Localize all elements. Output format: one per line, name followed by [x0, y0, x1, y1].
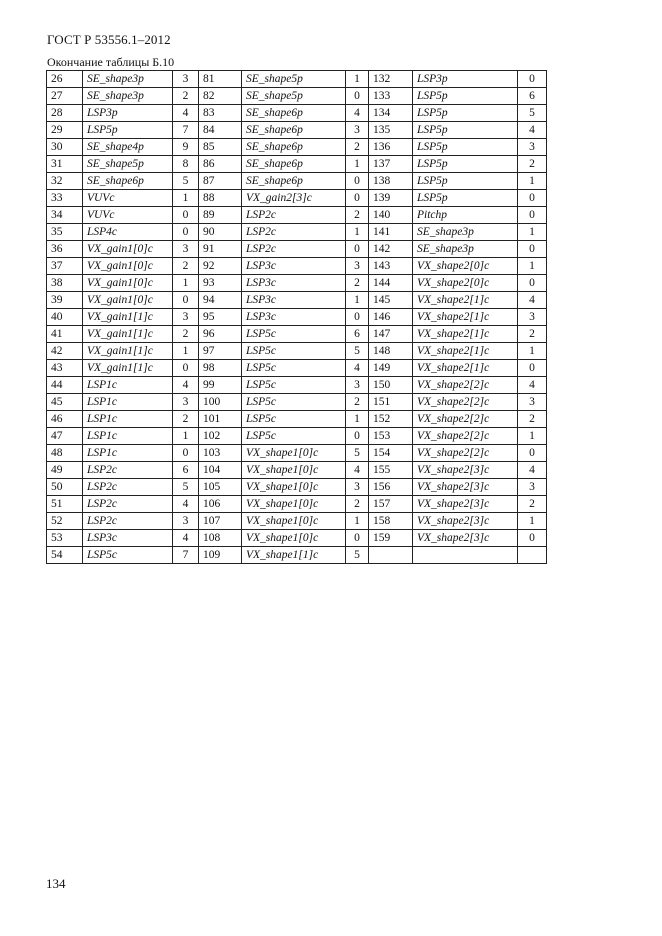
- bit-cell: 0: [346, 88, 369, 105]
- signal-cell: LSP2c: [242, 207, 346, 224]
- index-cell: 45: [47, 394, 83, 411]
- table-row: [47, 207, 547, 224]
- document-header: ГОСТ Р 53556.1–2012: [47, 32, 171, 47]
- bit-cell: 1: [346, 292, 369, 309]
- signal-cell: LSP5c: [242, 360, 346, 377]
- signal-cell: LSP5c: [242, 394, 346, 411]
- signal-cell: VX_shape1[0]c: [242, 479, 346, 496]
- table-row: [47, 139, 547, 156]
- index-cell: 39: [47, 292, 83, 309]
- table-row: [47, 241, 547, 258]
- table-row: [47, 462, 547, 479]
- signal-cell: VX_shape2[2]c: [413, 428, 518, 445]
- index-cell: 43: [47, 360, 83, 377]
- bit-cell: 0: [346, 428, 369, 445]
- bit-cell: 2: [346, 394, 369, 411]
- signal-cell: SE_shape6p: [242, 173, 346, 190]
- signal-cell: VX_shape1[0]c: [242, 530, 346, 547]
- signal-cell: SE_shape6p: [242, 122, 346, 139]
- index-cell: 134: [369, 105, 413, 122]
- index-cell: 145: [369, 292, 413, 309]
- index-cell: 42: [47, 343, 83, 360]
- signal-cell: LSP2c: [83, 513, 173, 530]
- index-cell: 33: [47, 190, 83, 207]
- index-cell: 135: [369, 122, 413, 139]
- bit-cell: 3: [173, 241, 199, 258]
- index-cell: 37: [47, 258, 83, 275]
- signal-cell: LSP2c: [83, 462, 173, 479]
- bit-cell: 0: [173, 224, 199, 241]
- bit-cell: 3: [346, 377, 369, 394]
- bit-cell: 1: [518, 343, 547, 360]
- index-cell: 49: [47, 462, 83, 479]
- bit-cell: 4: [173, 377, 199, 394]
- index-cell: 103: [199, 445, 242, 462]
- index-cell: 95: [199, 309, 242, 326]
- bit-cell: 6: [518, 88, 547, 105]
- index-cell: 86: [199, 156, 242, 173]
- table-row: [47, 292, 547, 309]
- bit-cell: 2: [518, 156, 547, 173]
- signal-cell: VX_gain1[0]c: [83, 275, 173, 292]
- bit-cell: 3: [346, 258, 369, 275]
- bit-cell: 1: [518, 224, 547, 241]
- index-cell: 44: [47, 377, 83, 394]
- index-cell: 35: [47, 224, 83, 241]
- index-cell: 154: [369, 445, 413, 462]
- signal-cell: Pitchp: [413, 207, 518, 224]
- signal-cell: VX_gain2[3]c: [242, 190, 346, 207]
- signal-cell: VX_shape1[0]c: [242, 462, 346, 479]
- bit-cell: 1: [346, 156, 369, 173]
- index-cell: 92: [199, 258, 242, 275]
- signal-cell: VX_gain1[1]c: [83, 360, 173, 377]
- index-cell: 93: [199, 275, 242, 292]
- index-cell: 148: [369, 343, 413, 360]
- bit-cell: 4: [346, 360, 369, 377]
- signal-cell: SE_shape3p: [83, 71, 173, 88]
- bit-cell: 0: [173, 207, 199, 224]
- index-cell: 48: [47, 445, 83, 462]
- signal-cell: LSP5p: [413, 139, 518, 156]
- signal-cell: [413, 547, 518, 564]
- bit-cell: 1: [173, 275, 199, 292]
- signal-cell: SE_shape6p: [242, 156, 346, 173]
- table-row: [47, 122, 547, 139]
- index-cell: 89: [199, 207, 242, 224]
- index-cell: 158: [369, 513, 413, 530]
- table-row: [47, 309, 547, 326]
- index-cell: 159: [369, 530, 413, 547]
- bit-cell: 0: [518, 190, 547, 207]
- bit-cell: 2: [173, 258, 199, 275]
- bit-cell: 0: [173, 445, 199, 462]
- table-row: [47, 71, 547, 88]
- signal-cell: LSP3c: [242, 309, 346, 326]
- index-cell: 146: [369, 309, 413, 326]
- index-cell: 31: [47, 156, 83, 173]
- signal-cell: VX_gain1[1]c: [83, 326, 173, 343]
- index-cell: 52: [47, 513, 83, 530]
- signal-cell: VX_shape1[0]c: [242, 445, 346, 462]
- bit-cell: 0: [173, 360, 199, 377]
- bit-cell: 1: [346, 411, 369, 428]
- bit-cell: 2: [346, 275, 369, 292]
- signal-cell: LSP5c: [83, 547, 173, 564]
- bit-cell: 5: [346, 445, 369, 462]
- signal-cell: VUVc: [83, 207, 173, 224]
- table-row: [47, 88, 547, 105]
- signal-cell: VX_shape2[1]c: [413, 360, 518, 377]
- index-cell: 47: [47, 428, 83, 445]
- bit-cell: 4: [518, 377, 547, 394]
- index-cell: 144: [369, 275, 413, 292]
- signal-cell: LSP2c: [242, 241, 346, 258]
- bit-cell: 6: [173, 462, 199, 479]
- index-cell: 96: [199, 326, 242, 343]
- bit-cell: 4: [173, 530, 199, 547]
- bit-cell: 0: [518, 275, 547, 292]
- table-row: [47, 377, 547, 394]
- index-cell: 38: [47, 275, 83, 292]
- index-cell: 27: [47, 88, 83, 105]
- bit-cell: 4: [518, 292, 547, 309]
- table-row: [47, 105, 547, 122]
- index-cell: 85: [199, 139, 242, 156]
- index-cell: 109: [199, 547, 242, 564]
- index-cell: 88: [199, 190, 242, 207]
- index-cell: 32: [47, 173, 83, 190]
- table-row: [47, 513, 547, 530]
- signal-cell: LSP1c: [83, 411, 173, 428]
- bit-cell: 3: [518, 139, 547, 156]
- table-row: [47, 360, 547, 377]
- signal-cell: LSP1c: [83, 428, 173, 445]
- index-cell: 105: [199, 479, 242, 496]
- signal-cell: SE_shape6p: [242, 105, 346, 122]
- index-cell: 151: [369, 394, 413, 411]
- signal-cell: SE_shape6p: [83, 173, 173, 190]
- table-row: [47, 530, 547, 547]
- index-cell: 29: [47, 122, 83, 139]
- index-cell: 157: [369, 496, 413, 513]
- index-cell: 139: [369, 190, 413, 207]
- signal-cell: LSP5p: [413, 122, 518, 139]
- index-cell: 143: [369, 258, 413, 275]
- signal-cell: VX_shape2[0]c: [413, 275, 518, 292]
- index-cell: 141: [369, 224, 413, 241]
- bit-cell: 3: [346, 122, 369, 139]
- signal-cell: SE_shape5p: [242, 71, 346, 88]
- index-cell: 36: [47, 241, 83, 258]
- bit-cell: 1: [518, 513, 547, 530]
- index-cell: 90: [199, 224, 242, 241]
- bit-cell: 4: [346, 462, 369, 479]
- signal-cell: LSP5p: [413, 105, 518, 122]
- index-cell: 46: [47, 411, 83, 428]
- bit-cell: 7: [173, 122, 199, 139]
- bit-cell: [518, 547, 547, 564]
- bit-cell: 4: [173, 105, 199, 122]
- table-row: [47, 275, 547, 292]
- signal-cell: SE_shape3p: [83, 88, 173, 105]
- bit-cell: 0: [518, 360, 547, 377]
- bit-cell: 2: [173, 88, 199, 105]
- bit-cell: 6: [346, 326, 369, 343]
- index-cell: 155: [369, 462, 413, 479]
- bit-cell: 4: [173, 496, 199, 513]
- bit-cell: 5: [518, 105, 547, 122]
- bit-cell: 1: [346, 224, 369, 241]
- table-row: [47, 224, 547, 241]
- signal-cell: LSP2c: [242, 224, 346, 241]
- table-row: [47, 479, 547, 496]
- bit-cell: 1: [346, 513, 369, 530]
- index-cell: 81: [199, 71, 242, 88]
- signal-cell: LSP3c: [83, 530, 173, 547]
- bit-cell: 2: [518, 326, 547, 343]
- table-row: [47, 411, 547, 428]
- bit-cell: 0: [518, 71, 547, 88]
- index-cell: 82: [199, 88, 242, 105]
- index-cell: 28: [47, 105, 83, 122]
- data-table: [46, 70, 547, 564]
- index-cell: 152: [369, 411, 413, 428]
- index-cell: 98: [199, 360, 242, 377]
- index-cell: 107: [199, 513, 242, 530]
- signal-cell: VX_shape1[0]c: [242, 496, 346, 513]
- signal-cell: LSP5c: [242, 428, 346, 445]
- bit-cell: 2: [518, 496, 547, 513]
- signal-cell: LSP3c: [242, 292, 346, 309]
- index-cell: 87: [199, 173, 242, 190]
- signal-cell: VX_gain1[0]c: [83, 241, 173, 258]
- table-row: [47, 445, 547, 462]
- index-cell: 147: [369, 326, 413, 343]
- signal-cell: VX_shape2[3]c: [413, 479, 518, 496]
- signal-cell: LSP3c: [242, 258, 346, 275]
- bit-cell: 1: [518, 173, 547, 190]
- bit-cell: 0: [518, 241, 547, 258]
- table-row: [47, 428, 547, 445]
- bit-cell: 5: [173, 479, 199, 496]
- index-cell: 53: [47, 530, 83, 547]
- signal-cell: LSP1c: [83, 445, 173, 462]
- signal-cell: VX_shape2[1]c: [413, 292, 518, 309]
- signal-cell: VX_shape2[0]c: [413, 258, 518, 275]
- signal-cell: VX_shape2[1]c: [413, 343, 518, 360]
- signal-cell: LSP5p: [413, 173, 518, 190]
- signal-cell: VX_shape2[3]c: [413, 530, 518, 547]
- index-cell: 104: [199, 462, 242, 479]
- index-cell: 138: [369, 173, 413, 190]
- signal-cell: VX_shape2[2]c: [413, 411, 518, 428]
- table-row: [47, 326, 547, 343]
- bit-cell: 0: [346, 530, 369, 547]
- index-cell: 94: [199, 292, 242, 309]
- page-number: 134: [46, 876, 66, 891]
- bit-cell: 1: [346, 71, 369, 88]
- signal-cell: VX_gain1[1]c: [83, 343, 173, 360]
- signal-cell: LSP3p: [83, 105, 173, 122]
- index-cell: 91: [199, 241, 242, 258]
- bit-cell: 0: [346, 190, 369, 207]
- signal-cell: VUVc: [83, 190, 173, 207]
- bit-cell: 3: [173, 394, 199, 411]
- bit-cell: 8: [173, 156, 199, 173]
- signal-cell: SE_shape6p: [242, 139, 346, 156]
- index-cell: 140: [369, 207, 413, 224]
- bit-cell: 4: [346, 105, 369, 122]
- index-cell: 34: [47, 207, 83, 224]
- bit-cell: 3: [173, 71, 199, 88]
- bit-cell: 0: [518, 445, 547, 462]
- signal-cell: SE_shape3p: [413, 241, 518, 258]
- signal-cell: VX_shape2[2]c: [413, 377, 518, 394]
- bit-cell: 4: [518, 122, 547, 139]
- index-cell: 51: [47, 496, 83, 513]
- signal-cell: LSP5c: [242, 377, 346, 394]
- bit-cell: 2: [173, 326, 199, 343]
- bit-cell: 2: [346, 496, 369, 513]
- index-cell: 100: [199, 394, 242, 411]
- signal-cell: LSP2c: [83, 496, 173, 513]
- table-row: [47, 156, 547, 173]
- index-cell: 101: [199, 411, 242, 428]
- signal-cell: LSP5p: [413, 190, 518, 207]
- bit-cell: 7: [173, 547, 199, 564]
- index-cell: 97: [199, 343, 242, 360]
- bit-cell: 1: [173, 190, 199, 207]
- bit-cell: 1: [518, 428, 547, 445]
- signal-cell: VX_shape2[2]c: [413, 394, 518, 411]
- index-cell: 30: [47, 139, 83, 156]
- signal-cell: VX_shape2[1]c: [413, 309, 518, 326]
- index-cell: 133: [369, 88, 413, 105]
- bit-cell: 3: [518, 394, 547, 411]
- signal-cell: VX_shape2[3]c: [413, 496, 518, 513]
- bit-cell: 0: [346, 173, 369, 190]
- table-row: [47, 547, 547, 564]
- index-cell: 106: [199, 496, 242, 513]
- signal-cell: SE_shape5p: [83, 156, 173, 173]
- table-row: [47, 394, 547, 411]
- index-cell: 150: [369, 377, 413, 394]
- bit-cell: 3: [518, 309, 547, 326]
- index-cell: 26: [47, 71, 83, 88]
- index-cell: 102: [199, 428, 242, 445]
- table-row: [47, 258, 547, 275]
- bit-cell: 0: [518, 207, 547, 224]
- signal-cell: LSP5c: [242, 411, 346, 428]
- signal-cell: LSP4c: [83, 224, 173, 241]
- index-cell: 41: [47, 326, 83, 343]
- signal-cell: LSP3p: [413, 71, 518, 88]
- bit-cell: 2: [346, 207, 369, 224]
- bit-cell: 0: [346, 309, 369, 326]
- bit-cell: 4: [518, 462, 547, 479]
- bit-cell: 5: [346, 547, 369, 564]
- signal-cell: LSP2c: [83, 479, 173, 496]
- table-caption: Окончание таблицы Б.10: [47, 55, 175, 69]
- bit-cell: 1: [173, 428, 199, 445]
- bit-cell: 0: [346, 241, 369, 258]
- bit-cell: 1: [173, 343, 199, 360]
- signal-cell: VX_shape2[3]c: [413, 462, 518, 479]
- signal-cell: SE_shape4p: [83, 139, 173, 156]
- bit-cell: 3: [518, 479, 547, 496]
- bit-cell: 1: [518, 258, 547, 275]
- signal-cell: LSP3c: [242, 275, 346, 292]
- signal-cell: VX_shape2[2]c: [413, 445, 518, 462]
- bit-cell: 2: [346, 139, 369, 156]
- index-cell: 54: [47, 547, 83, 564]
- table-row: [47, 190, 547, 207]
- signal-cell: VX_gain1[0]c: [83, 292, 173, 309]
- signal-cell: LSP5p: [413, 88, 518, 105]
- bit-cell: 2: [518, 411, 547, 428]
- signal-cell: LSP5c: [242, 326, 346, 343]
- index-cell: 142: [369, 241, 413, 258]
- index-cell: 99: [199, 377, 242, 394]
- table-row: [47, 173, 547, 190]
- signal-cell: LSP5p: [413, 156, 518, 173]
- signal-cell: VX_gain1[0]c: [83, 258, 173, 275]
- bit-cell: 2: [173, 411, 199, 428]
- bit-cell: 5: [173, 173, 199, 190]
- index-cell: 83: [199, 105, 242, 122]
- bit-cell: 0: [518, 530, 547, 547]
- index-cell: 84: [199, 122, 242, 139]
- signal-cell: VX_shape1[1]c: [242, 547, 346, 564]
- index-cell: 156: [369, 479, 413, 496]
- index-cell: 108: [199, 530, 242, 547]
- signal-cell: VX_shape2[3]c: [413, 513, 518, 530]
- signal-cell: VX_gain1[1]c: [83, 309, 173, 326]
- bit-cell: 9: [173, 139, 199, 156]
- index-cell: 153: [369, 428, 413, 445]
- index-cell: 137: [369, 156, 413, 173]
- signal-cell: LSP1c: [83, 394, 173, 411]
- bit-cell: 3: [346, 479, 369, 496]
- signal-cell: VX_shape1[0]c: [242, 513, 346, 530]
- index-cell: 40: [47, 309, 83, 326]
- bit-cell: 3: [173, 309, 199, 326]
- signal-cell: VX_shape2[1]c: [413, 326, 518, 343]
- index-cell: 136: [369, 139, 413, 156]
- table-row: [47, 496, 547, 513]
- bit-cell: 0: [173, 292, 199, 309]
- table-row: [47, 343, 547, 360]
- signal-cell: SE_shape3p: [413, 224, 518, 241]
- index-cell: 132: [369, 71, 413, 88]
- signal-cell: SE_shape5p: [242, 88, 346, 105]
- signal-cell: LSP5c: [242, 343, 346, 360]
- bit-cell: 5: [346, 343, 369, 360]
- index-cell: 149: [369, 360, 413, 377]
- signal-cell: LSP1c: [83, 377, 173, 394]
- index-cell: [369, 547, 413, 564]
- index-cell: 50: [47, 479, 83, 496]
- bit-cell: 3: [173, 513, 199, 530]
- signal-cell: LSP5p: [83, 122, 173, 139]
